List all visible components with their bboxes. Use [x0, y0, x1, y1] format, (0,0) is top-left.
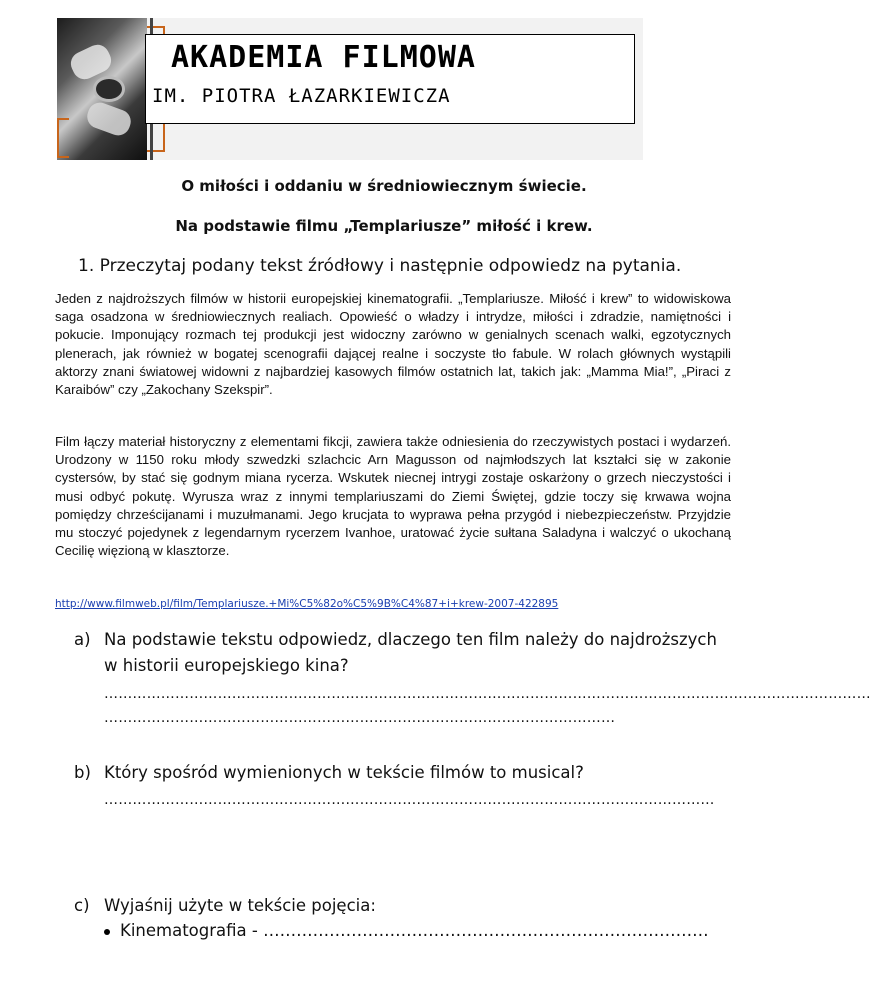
question-a-line-2: w historii europejskiego kina? [104, 656, 349, 675]
task-1-instruction: 1. Przeczytaj podany tekst źródłowy i następnie odpowiedz na pytania. [78, 256, 682, 276]
academy-logo [57, 18, 643, 160]
eye-shape [93, 76, 125, 102]
bullet-icon [104, 929, 110, 935]
logo-line-1: AKADEMIA FILMOWA [171, 40, 476, 75]
hand-shape [84, 99, 134, 138]
question-b-number: b) [74, 763, 91, 782]
logo-line-2: IM. PIOTRA ŁAZARKIEWICZA [152, 85, 451, 107]
source-link[interactable]: http://www.filmweb.pl/film/Templariusze.+Mi%C5%82o%C5%9B%C4%87+i+krew-2007-422895 [55, 598, 559, 610]
frame-bracket-decoration [57, 118, 69, 158]
question-a-number: a) [74, 630, 91, 649]
source-paragraph-2: Film łączy materiał historyczny z elementami fikcji, zawiera także odniesienia do rzeczywistych postaci i wydarzeń. Urodzony w 1150 roku młody szwedzki szlachcic Arn Magusson od najmłodszych lat kształci się w zakonie cystersów, by stać się godnym miana rycerza. Wskutek niecnej intrygi zostaje oskarżony o grzech nieczystości i musi odbyć pokutę. Wyrusza wraz z innymi templariuszami do Ziemi Świętej, gdzie toczy się krwawa wojna pomiędzy chrześcijanami i muzułmanami. Jego krucjata to wyprawa pełna przygód i niebezpieczeństw. Przyjdzie mu stoczyć pojedynek z legendarnym rycerzem Ivanhoe, uratować życie sułtana Saladyna i walczyć o ukochaną Cecilię więzioną w klasztorze. [55, 434, 731, 559]
bullet-text[interactable]: Kinematografia - ……………………………………………………………………… [120, 921, 709, 940]
answer-line-a-2[interactable]: ……………………………………………………………………………………………… [104, 710, 616, 726]
logo-photo [57, 18, 147, 160]
bullet-item-kinematografia [104, 921, 709, 940]
question-c-text: Wyjaśnij użyte w tekście pojęcia: [104, 896, 376, 915]
question-a-line-1: Na podstawie tekstu odpowiedz, dlaczego ten film należy do najdroższych [104, 630, 717, 649]
document-subtitle: Na podstawie filmu „Templariusze” miłość i krew. [175, 217, 593, 235]
answer-line-a-1[interactable]: ……………………………………………………………………………………………………………………………………………… [104, 686, 871, 702]
question-b-text: Który spośród wymienionych w tekście filmów to musical? [104, 763, 584, 782]
question-c-number: c) [74, 896, 90, 915]
answer-line-b[interactable]: ………………………………………………………………………………………………………………… [104, 792, 715, 808]
source-paragraph-1: Jeden z najdroższych filmów w historii europejskiej kinematografii. „Templariusze. Miłość i krew” to widowiskowa saga osadzona w średniowiecznych realiach. Opowieść o władzy i intrydze, miłości i zdradzie, namiętności i pokucie. Imponujący rozmach tej produkcji jest widoczny zarówno w genialnych scenach walki, egzotycznych plenerach, jak również w bogatej scenografii dającej realne i soczyste tło fabule. W rolach głównych wystąpili aktorzy znani światowej widowni z najbardziej kasowych filmów ostatnich lat, takich jak: „Mamma Mia!”, „Piraci z Karaibów” czy „Zakochany Szekspir”. [55, 291, 731, 398]
document-title: O miłości i oddaniu w średniowiecznym świecie. [181, 177, 587, 195]
